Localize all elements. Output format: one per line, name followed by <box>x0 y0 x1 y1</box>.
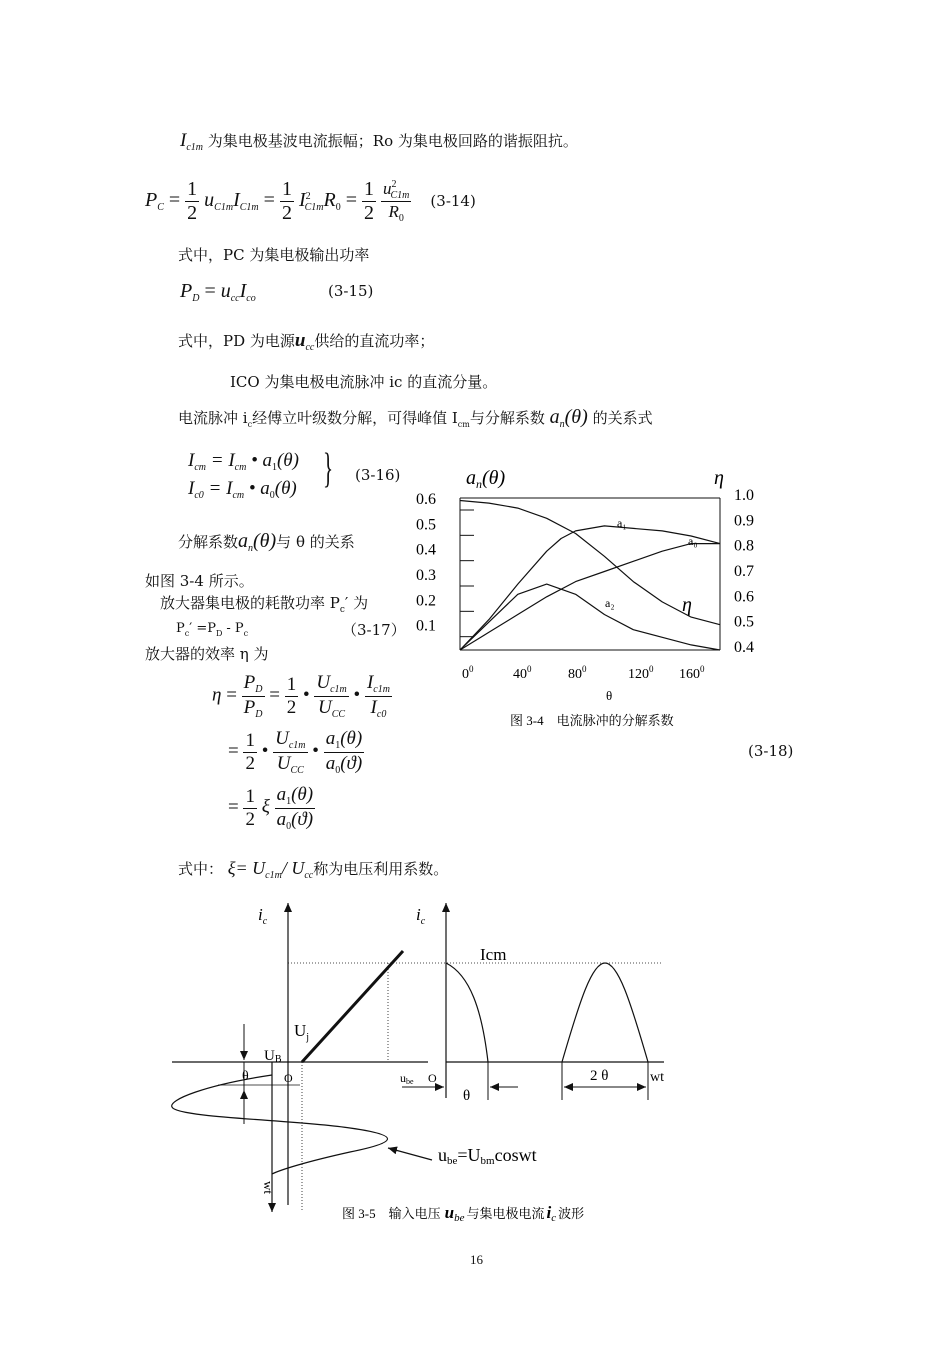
chart-right-tick-label: 1.0 <box>734 487 754 504</box>
chart-left-tick-label: 0.1 <box>416 617 436 635</box>
equation-3-16-line2: $I_{c0} = I_{cm}$ • $a_0(\theta)$ <box>188 478 297 501</box>
right-ic-label: $i_c$ <box>416 905 426 927</box>
transfer-characteristic-line <box>302 951 403 1062</box>
ube-axis-label: ube <box>400 1071 414 1086</box>
chart-x-tick-label: $40^0$ <box>513 664 532 682</box>
text-line-eff: 放大器的效率 η 为 <box>145 645 269 663</box>
chart-right-tick-label: 0.8 <box>734 537 754 555</box>
chart-right-tick-label: 0.4 <box>734 639 754 656</box>
left-ic-label: $i_c$ <box>258 905 268 927</box>
equation-3-15-label: (3-15) <box>328 282 374 300</box>
chart-x-tick-label: $80^0$ <box>568 664 587 682</box>
text-line-ico: ICO 为集电极电流脉冲 ic 的直流分量。 <box>230 373 498 391</box>
chart-left-axis-label: $a_n(\theta)$ <box>466 467 506 491</box>
equation-3-17-label: （3-17） <box>342 621 406 639</box>
chart-series-line <box>460 584 720 650</box>
chart-left-tick-marks <box>460 510 474 637</box>
o-left-label: O <box>284 1071 293 1085</box>
wt-right-label: wt <box>650 1070 664 1085</box>
chart-frame <box>460 498 720 650</box>
chart-left-tick-label: 0.6 <box>416 491 436 508</box>
theta-left-label: θ <box>242 1069 249 1084</box>
figure-3-4-chart <box>410 458 780 738</box>
o-right-label: O <box>428 1071 437 1085</box>
chart-right-tick-label: 0.7 <box>734 563 754 580</box>
uj-label: $U_j$ <box>294 1021 310 1043</box>
chart-series-label: η <box>682 594 692 616</box>
figure-3-5-diagram <box>160 895 680 1230</box>
chart-series-label: a₁ <box>617 516 627 530</box>
chart-left-tick-label: 0.3 <box>416 567 436 584</box>
chart-left-tick-label: 0.2 <box>416 592 436 610</box>
chart-series-line <box>460 544 720 650</box>
text-line-coef: 分解系数$a_n(\theta)$与 θ 的关系 <box>178 530 355 554</box>
equation-3-18-line3: = $\frac{1}{2}$ ξ $\frac{a_1(\theta)}{a_0(ϑ)}$ <box>228 784 314 832</box>
equation-3-17: $P_c' =P_D - P_c$ <box>176 621 249 638</box>
text-line-fig34: 如图 3-4 所示。 <box>145 572 254 590</box>
text-line-pulse: 电流脉冲 $i_c$经傅立叶级数分解，可得峰值 $I_{cm}$与分解系数 $a_n(\theta)$ 的关系式 <box>178 406 653 430</box>
current-pulse-full <box>562 963 648 1062</box>
chart-right-axis-label: η <box>714 467 724 489</box>
icm-label: Icm <box>480 945 507 964</box>
equation-3-18-line1: η = $\frac{P_D}{P_D}$ = $\frac{1}{2}$ • $\frac{U_{c1m}}{U_{CC}}$ • $\frac{I_{c1m}}{I_{c0}}$ <box>212 672 390 720</box>
equation-3-15: $P_D = u_{cc}I_{co}$ <box>180 280 256 304</box>
text-line-pc: 式中，PC 为集电极输出功率 <box>178 246 370 264</box>
equation-3-14: $P_C$ = $\frac{1}{2}$ $u_{C1m}I_{C1m}$ = $\frac{1}{2}$ $I^2_{C1m}R_0$ = $\frac{1}{2}$ $\frac{u^2_{C1m}}{R_0}$ (3-14) <box>145 178 476 224</box>
chart-caption: 图 3-4 电流脉冲的分解系数 <box>510 713 674 728</box>
page-number: 16 <box>470 1252 483 1267</box>
equation-3-16-label: (3-16) <box>355 466 401 484</box>
chart-left-tick-label: 0.4 <box>416 541 436 559</box>
chart-series-label: a₂ <box>605 596 615 610</box>
text-line-ic1m: $I_{c1m}$ 为集电极基波电流振幅；Ro 为集电极回路的谐振阻抗。 <box>180 130 578 153</box>
chart-x-axis-label: θ <box>606 688 613 703</box>
wt-left-label: wt <box>261 1181 276 1194</box>
equation-3-18-label: (3-18) <box>748 742 794 760</box>
chart-right-tick-label: 0.9 <box>734 512 754 530</box>
equation-3-16-brace: } <box>323 446 334 492</box>
ub-label: UB <box>264 1048 282 1065</box>
current-pulse-half <box>446 963 488 1062</box>
equation-3-16-line1: $I_{cm} = I_{cm}$ • $a_1(\theta)$ <box>188 450 299 473</box>
chart-series-label: a₀ <box>688 534 698 548</box>
chart-x-tick-label: $0^0$ <box>462 664 474 682</box>
ube-eq-pointer <box>388 1148 432 1160</box>
figure-3-5-caption: 图 3-5 输入电压 $u_{be}$ 与集电极电流 $i_c$ 波形 <box>342 1203 585 1224</box>
input-cosine-waveform <box>172 1075 388 1174</box>
chart-left-tick-label: 0.5 <box>416 516 436 534</box>
text-line-loss: 放大器集电极的耗散功率 $P_c'$ 为 <box>160 594 369 615</box>
chart-right-tick-label: 0.5 <box>734 613 754 631</box>
theta-right-label: θ <box>463 1088 471 1104</box>
equation-3-18-line2: = $\frac{1}{2}$ • $\frac{U_{c1m}}{U_{CC}}$ • $\frac{a_1(\theta)}{a_0(ϑ)}$ <box>228 728 363 776</box>
chart-x-tick-label: $120^0$ <box>628 664 654 682</box>
chart-x-tick-label: $160^0$ <box>679 664 705 682</box>
chart-series-line <box>460 501 720 625</box>
text-line-xi: 式中： $\xi= U_{c1m}/$ $U_{cc}$称为电压利用系数。 <box>178 858 449 881</box>
chart-right-tick-label: 0.6 <box>734 588 754 606</box>
text-line-pd: 式中，PD 为电源$u_{cc}$供给的直流功率； <box>178 330 435 353</box>
ube-equation-label: ube=Ubmcoswt <box>438 1145 537 1167</box>
two-theta-label: 2 θ <box>590 1068 609 1084</box>
